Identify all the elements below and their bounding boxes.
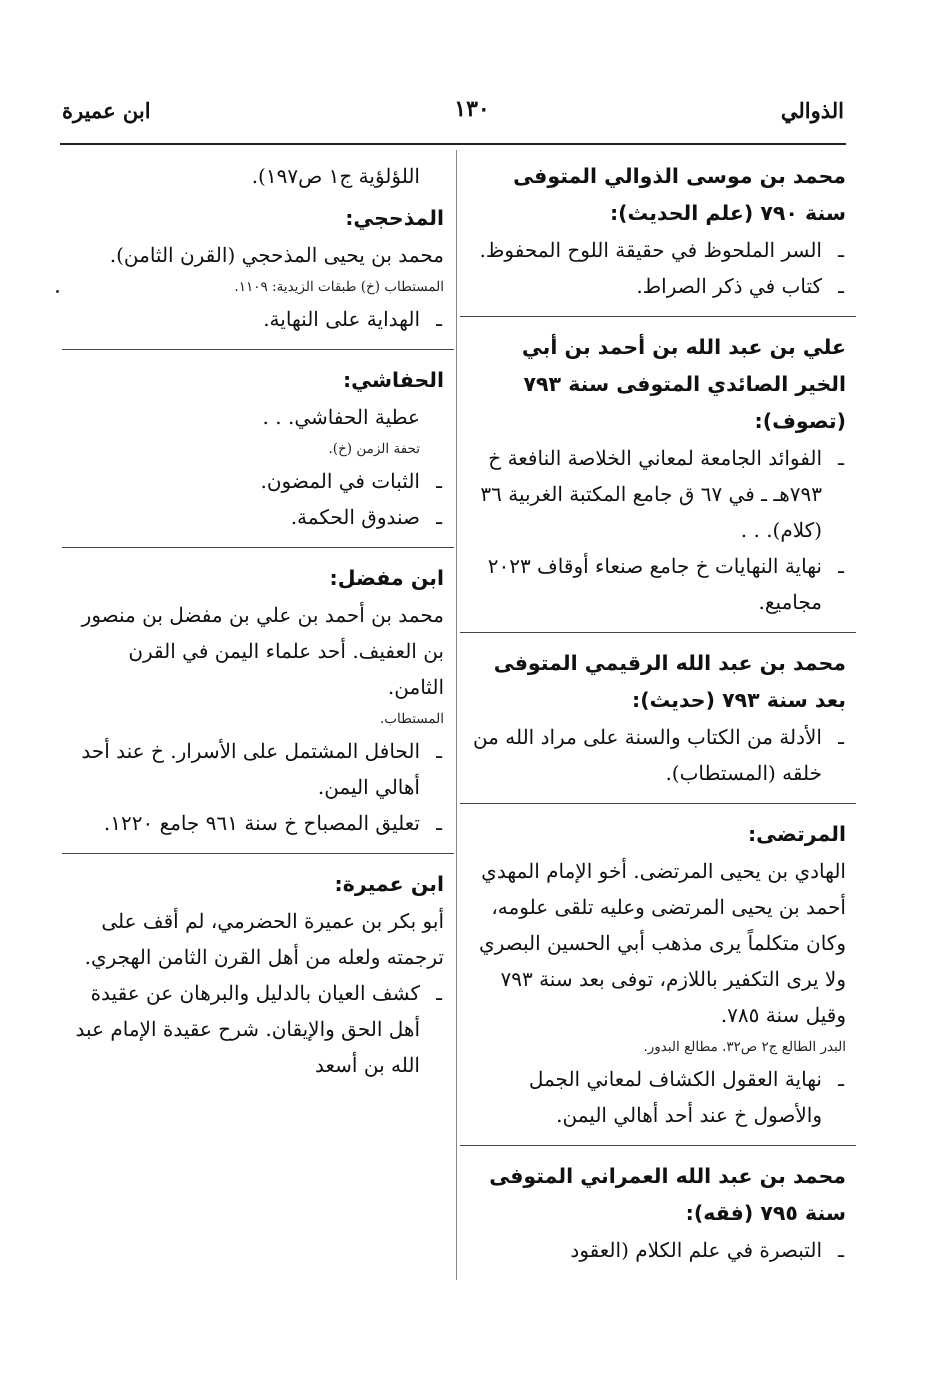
continued-line: اللؤلؤية ج١ ص١٩٧).: [251, 164, 420, 188]
entry-source: المستطاب.: [380, 711, 444, 727]
work-item: ـ كتاب في ذكر الصراط.: [470, 268, 846, 304]
entry-heading: علي بن عبد الله بن أحمد بن أبي الخير الصائدي المتوفى سنة ٧٩٣ (تصوف):: [521, 335, 846, 433]
entry-heading: الحفاشي:: [342, 368, 444, 392]
entry-heading: محمد بن عبد الله العمراني المتوفى سنة ٧٩٥ (فقه):: [489, 1164, 846, 1225]
work-item: ـ الفوائد الجامعة لمعاني الخلاصة النافعة خ ٧٩٣هـ ـ في ٦٧ ق جامع المكتبة الغربية ٣٦ (كلام). . .: [470, 440, 846, 548]
entry-heading: محمد بن موسى الذوالي المتوفى سنة ٧٩٠ (علم الحديث):: [513, 164, 846, 225]
entry-separator: [460, 1145, 856, 1146]
scan-speck: [56, 290, 59, 293]
entry-ibn-umayra: [72, 866, 444, 1083]
entry-ruqaymi: [470, 645, 846, 791]
entry-ibn-mufaddal: [72, 560, 444, 841]
entry-biography: أبو بكر بن عميرة الحضرمي، لم أقف على ترجمته ولعله من أهل القرن الثامن الهجري.: [84, 909, 444, 969]
entry-imrani: [470, 1158, 846, 1268]
work-item: ـ نهاية النهايات خ جامع صنعاء أوقاف ٢٠٢٣ مجاميع.: [470, 548, 846, 620]
entry-biography: محمد بن أحمد بن علي بن مفضل بن منصور بن العفيف. أحد علماء اليمن في القرن الثامن.: [81, 603, 444, 699]
work-item: ـ صندوق الحكمة.: [72, 499, 444, 535]
entry-separator: [62, 349, 454, 350]
entry-heading: ابن مفضل:: [329, 566, 444, 590]
entry-separator: [460, 632, 856, 633]
work-item: ـ الأدلة من الكتاب والسنة على مراد الله من خلقه (المستطاب).: [470, 719, 846, 791]
entry-heading: محمد بن عبد الله الرقيمي المتوفى بعد سنة ٧٩٣ (حديث):: [493, 651, 846, 712]
entry-source: المستطاب (خ) طبقات الزيدية: ١١٠٩.: [234, 279, 444, 295]
work-item: ـ الهداية على النهاية.: [72, 301, 444, 337]
work-item: ـ كشف العيان بالدليل والبرهان عن عقيدة أهل الحق والإيقان. شرح عقيدة الإمام عبد الله بن أسعد: [72, 975, 444, 1083]
work-item: ـ تعليق المصباح خ سنة ٩٦١ جامع ١٢٢٠.: [72, 805, 444, 841]
entry-heading: ابن عميرة:: [334, 872, 444, 896]
entry-separator: [62, 853, 454, 854]
right-column: [470, 158, 846, 1278]
work-item: ـ السر الملحوظ في حقيقة اللوح المحفوظ.: [470, 232, 846, 268]
work-item: ـ الثبات في المضون.: [72, 463, 444, 499]
column-gutter: [456, 150, 457, 1280]
entry-biography: محمد بن يحيى المذحجي (القرن الثامن).: [109, 243, 444, 267]
running-header-left: ابن عميرة: [62, 98, 151, 123]
entry-dhawali: [470, 158, 846, 304]
left-column: [72, 158, 444, 1093]
entry-heading: المرتضى:: [747, 822, 846, 846]
running-header-right: الذوالي: [780, 98, 844, 123]
entry-heading: المذحجي:: [345, 206, 444, 230]
entry-separator: [62, 547, 454, 548]
entry-biography: الهادي بن يحيى المرتضى. أخو الإمام المهدي أحمد بن يحيى المرتضى وعليه تلقى علومه، وكان متكلماً يرى مذهب أبي الحسين البصري ولا يرى التكفير باللازم، توفى بعد سنة ٧٩٣ وقيل سنة ٧٨٥.: [478, 859, 846, 1027]
work-item: ـ نهاية العقول الكشاف لمعاني الجمل والأصول خ عند أحد أهالي اليمن.: [470, 1061, 846, 1133]
entry-separator: [460, 316, 856, 317]
entry-saidi: [470, 329, 846, 620]
entry-hifashi: [72, 362, 444, 535]
entry-separator: [460, 803, 856, 804]
header-rule: [60, 143, 846, 145]
page-number: ١٣٠: [454, 96, 490, 122]
entry-source: البدر الطالع ج٢ ص٣٢. مطالع البدور.: [643, 1039, 846, 1055]
work-item: ـ الحافل المشتمل على الأسرار. خ عند أحد أهالي اليمن.: [72, 733, 444, 805]
entry-biography: عطية الحفاشي. . .: [262, 405, 420, 429]
entry-murtada: [470, 816, 846, 1133]
entry-madhhiji: [72, 200, 444, 337]
entry-source: تحفة الزمن (خ).: [328, 441, 420, 457]
work-item: ـ التبصرة في علم الكلام (العقود: [470, 1232, 846, 1268]
